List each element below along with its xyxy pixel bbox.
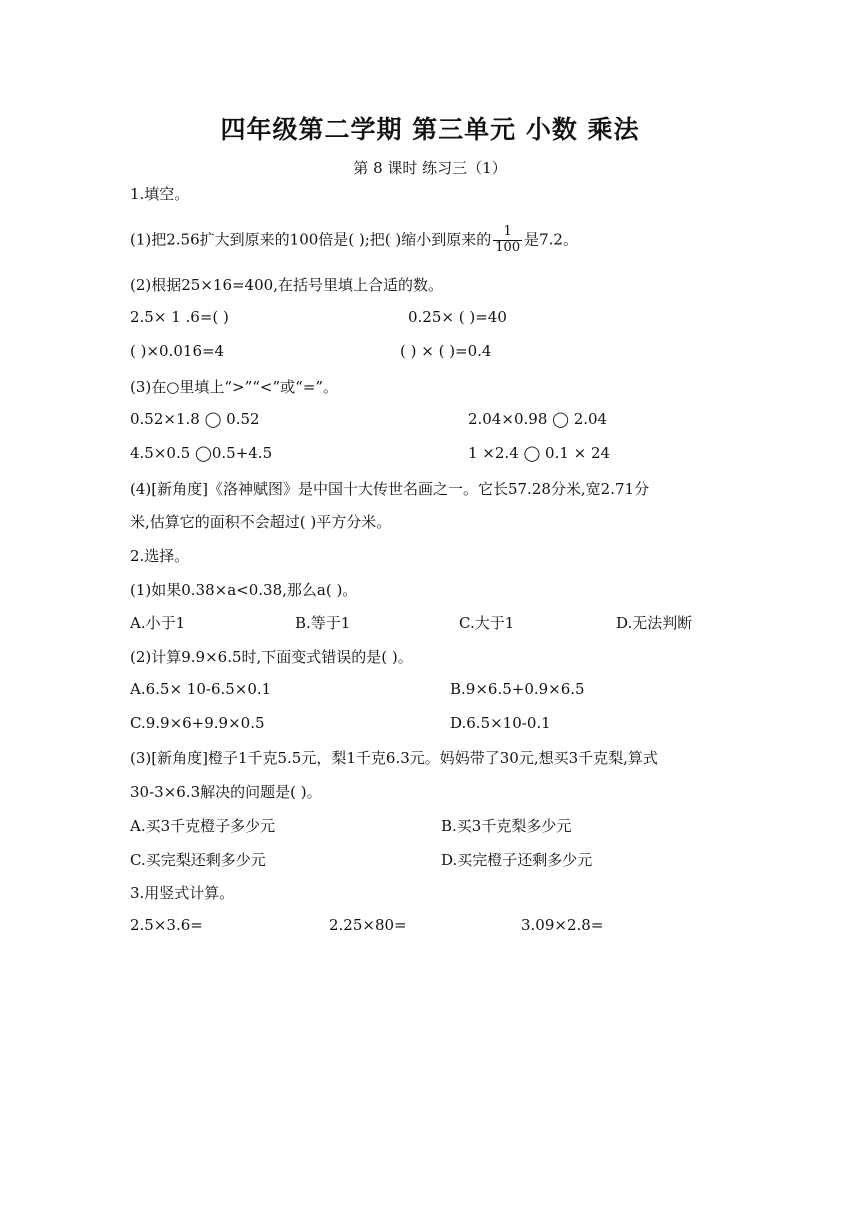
q2-part1-option-c: C.大于1 (459, 614, 515, 632)
q1-part2-c: ( )×0.016=4 (130, 342, 225, 360)
q2-part3-option-a: A.买3千克橙子多少元 (130, 817, 276, 835)
q1-part3-b: 2.04×0.98 ◯ 2.04 (468, 410, 608, 428)
q2-part1-option-d: D.无法判断 (616, 614, 693, 632)
q3-item-3: 3.09×2.8= (521, 916, 604, 934)
q1-part1-text-end: 是7.2。 (524, 230, 578, 249)
q2-part2-option-b: B.9×6.5+0.9×6.5 (450, 680, 585, 698)
q1-part1-text: (1)把2.56扩大到原来的100倍是( );把( )缩小到原来的 (130, 230, 492, 249)
q2-part1-option-a: A.小于1 (130, 614, 186, 632)
page-subtitle: 第 8 课时 练习三（1） (353, 159, 507, 177)
q3-item-2: 2.25×80= (329, 916, 407, 934)
q1-heading: 1.填空。 (130, 185, 190, 203)
q1-part3-c: 4.5×0.5 ◯0.5+4.5 (130, 444, 273, 462)
q1-part2: (2)根据25×16=400,在括号里填上合适的数。 (130, 276, 443, 294)
q1-part3-a: 0.52×1.8 ◯ 0.52 (130, 410, 260, 428)
q2-part2-option-a: A.6.5× 10-6.5×0.1 (130, 680, 272, 698)
q2-part1-option-b: B.等于1 (295, 614, 351, 632)
q2-part3-line2: 30-3×6.3解决的问题是( )。 (130, 783, 322, 801)
q2-heading: 2.选择。 (130, 547, 190, 565)
q1-part2-b: 0.25× ( )=40 (408, 308, 507, 326)
q2-part1: (1)如果0.38×a<0.38,那么a( )。 (130, 581, 358, 599)
q2-part3-option-c: C.买完梨还剩多少元 (130, 851, 266, 869)
q1-part1 (130, 225, 578, 256)
q1-part3: (3)在○里填上“>”“<”或“=”。 (130, 378, 339, 396)
q3-item-1: 2.5×3.6= (130, 916, 203, 934)
q2-part2: (2)计算9.9×6.5时,下面变式错误的是( )。 (130, 648, 413, 666)
fraction (493, 225, 522, 256)
q3-heading: 3.用竖式计算。 (130, 884, 235, 902)
fraction-numerator: 1 (493, 225, 522, 241)
fraction-denominator: 100 (495, 239, 521, 255)
q2-part2-option-d: D.6.5×10-0.1 (450, 714, 551, 732)
q1-part2-a: 2.5× 1 .6=( ) (130, 308, 229, 326)
q1-part3-d: 1 ×2.4 ◯ 0.1 × 24 (468, 444, 611, 462)
q1-part2-d: ( ) × ( )=0.4 (400, 342, 492, 360)
q1-part4-line2: 米,估算它的面积不会超过( )平方分米。 (130, 513, 392, 531)
q2-part3-option-d: D.买完橙子还剩多少元 (441, 851, 593, 869)
q2-part2-option-c: C.9.9×6+9.9×0.5 (130, 714, 265, 732)
q1-part4-line1: (4)[新角度]《洛神赋图》是中国十大传世名画之一。它长57.28分米,宽2.71分 (130, 480, 650, 498)
q2-part3-option-b: B.买3千克梨多少元 (441, 817, 572, 835)
page-title: 四年级第二学期 第三单元 小数 乘法 (220, 115, 640, 144)
q2-part3-line1: (3)[新角度]橙子1千克5.5元，梨1千克6.3元。妈妈带了30元,想买3千克梨,算式 (130, 749, 658, 767)
